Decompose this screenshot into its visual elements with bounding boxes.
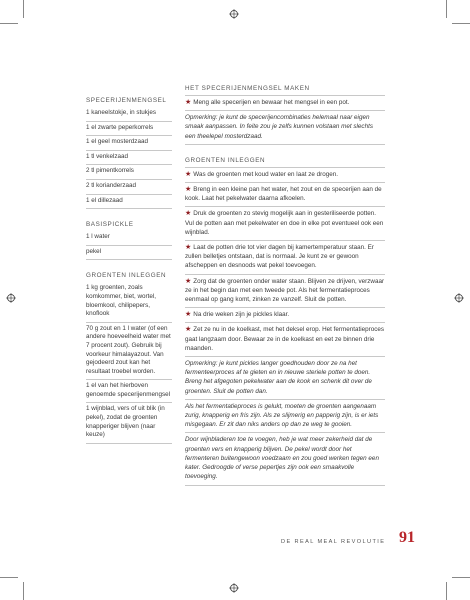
pickling-vegetables-heading: GROENTEN INLEGGEN — [86, 272, 167, 280]
method-step: ★ Na drie weken zijn je pickles klaar. — [185, 308, 385, 323]
ingredient-item: 1 tl venkelzaad — [86, 151, 172, 166]
ingredient-item: 1 kaneelstokje, in stukjes — [86, 107, 172, 122]
base-pickle-heading: BASISPICKLE — [86, 221, 134, 229]
registration-mark-left — [6, 293, 16, 303]
star-icon: ★ — [185, 311, 192, 319]
ingredient-item: 1 el dillezaad — [86, 195, 172, 210]
crop-mark — [452, 23, 470, 24]
ingredient-item: 2 tl korianderzaad — [86, 180, 172, 195]
method-note: Als het fermentatieproces is gelukt, moeten de groenten aangenaam zurig, knapperig en fris zijn. Als ze slijmerig en papperig zijn, is er iets misgegaan. Er zit dan niks anders op dan ze weg te gooien. — [185, 400, 385, 434]
method-step: ★ Breng in een kleine pan het water, het zout en de specerijen aan de kook. Laat het pekelwater daarna afkoelen. — [185, 183, 385, 207]
method-step: ★ Was de groenten met koud water en laat ze drogen. — [185, 168, 385, 183]
crop-mark — [452, 577, 470, 578]
method-column — [185, 85, 385, 486]
spice-mix-list — [86, 107, 172, 209]
book-title-footer: DE REAL MEAL REVOLUTIE — [281, 539, 386, 545]
star-icon: ★ — [185, 244, 192, 252]
pickling-method-heading: GROENTEN INLEGGEN — [185, 157, 385, 168]
ingredients-column — [86, 97, 172, 444]
method-step: ★ Druk de groenten zo stevig mogelijk aan in gesteriliseerde potten. Vul de potten aan met pekelwater en doe in elke pot eventueel ook een wijnblad. — [185, 207, 385, 241]
method-step: ★ Laat de potten drie tot vier dagen bij kamertemperatuur staan. Er zullen belletjes ontstaan, dat is normaal. Je kunt ze er gewoon afscheppen en desnoods wat pekel toevoegen. — [185, 241, 385, 275]
ingredient-item: 2 tl pimentkorrels — [86, 165, 172, 180]
pickling-ingredients-list — [86, 282, 172, 444]
base-pickle-list — [86, 231, 172, 260]
star-icon: ★ — [185, 170, 192, 178]
pickling-steps — [185, 168, 385, 486]
ingredient-item: 1 el van het hierboven genoemde specerijenmengsel — [86, 380, 172, 403]
ingredient-item: 1 l water — [86, 231, 172, 246]
star-icon: ★ — [185, 277, 192, 285]
ingredient-item: 70 g zout en 1 l water (of een andere hoeveelheid water met 7 procent zout). Gebruik bij voorkeur himalayazout. Van gejodeerd zout kan het resultaat troebel worden. — [86, 323, 172, 381]
page-number: 91 — [399, 529, 415, 546]
ingredient-item: 1 el geel mosterdzaad — [86, 136, 172, 151]
crop-mark — [446, 0, 447, 18]
star-icon: ★ — [185, 186, 192, 194]
crop-mark — [23, 582, 24, 600]
ingredient-item: 1 kg groenten, zoals komkommer, biet, wortel, bloemkool, chilipepers, knoflook — [86, 282, 172, 322]
star-icon: ★ — [185, 210, 192, 218]
method-step: ★ Zet ze nu in de koelkast, met het deksel erop. Het fermentatieproces gaat langzaam door. Bewaar ze in de koelkast en eet ze binnen drie maanden. — [185, 323, 385, 357]
crop-mark — [446, 582, 447, 600]
method-step: ★ Meng alle specerijen en bewaar het mengsel in een pot. — [185, 96, 385, 111]
registration-mark-right — [454, 293, 464, 303]
method-note: Opmerking: je kunt de specerijencombinaties helemaal naar eigen smaak aanpassen. In feite zou je zelfs kunnen volstaan met slechts een theelepel mosterdzaad. — [185, 111, 385, 145]
spice-mix-method-heading: HET SPECERIJENMENGSEL MAKEN — [185, 85, 385, 96]
spice-mix-heading: SPECERIJENMENGSEL — [86, 97, 167, 104]
star-icon: ★ — [185, 326, 192, 334]
ingredient-item: pekel — [86, 246, 172, 261]
method-step: ★ Zorg dat de groenten onder water staan. Blijven ze drijven, verzwaar ze in het begin dan met een tweede pot. Als het fermentatieproces eenmaal op gang komt, zinken ze vanzelf. Sluit de potten. — [185, 275, 385, 309]
ingredient-item: 1 el zwarte peperkorrels — [86, 122, 172, 137]
crop-mark — [23, 0, 24, 18]
method-note: Door wijnbladeren toe te voegen, heb je wat meer zekerheid dat de groenten vers en knapperig blijven. De pekel wordt door het fermenteren buitengewoon voedzaam en zou goed werken tegen een kater. Gedroogde of verse pepertjes zijn ook een smaakvolle toevoeging. — [185, 433, 385, 485]
crop-mark — [0, 23, 18, 24]
method-note: Opmerking: je kunt pickles langer goedhouden door ze na het fermenteerproces af te gieten en in nieuwe steriele potten te doen. Breng het afgegoten pekelwater aan de kook en schenk dit over de groenten. Sluit de potten dan. — [185, 357, 385, 400]
registration-mark-top — [229, 9, 239, 19]
spice-mix-steps — [185, 96, 385, 145]
registration-mark-bottom — [229, 583, 239, 593]
ingredient-item: 1 wijnblad, vers of uit blik (in pekel), zodat de groenten knapperiger blijven (naar keuze) — [86, 403, 172, 443]
star-icon: ★ — [185, 99, 192, 106]
crop-mark — [0, 577, 18, 578]
